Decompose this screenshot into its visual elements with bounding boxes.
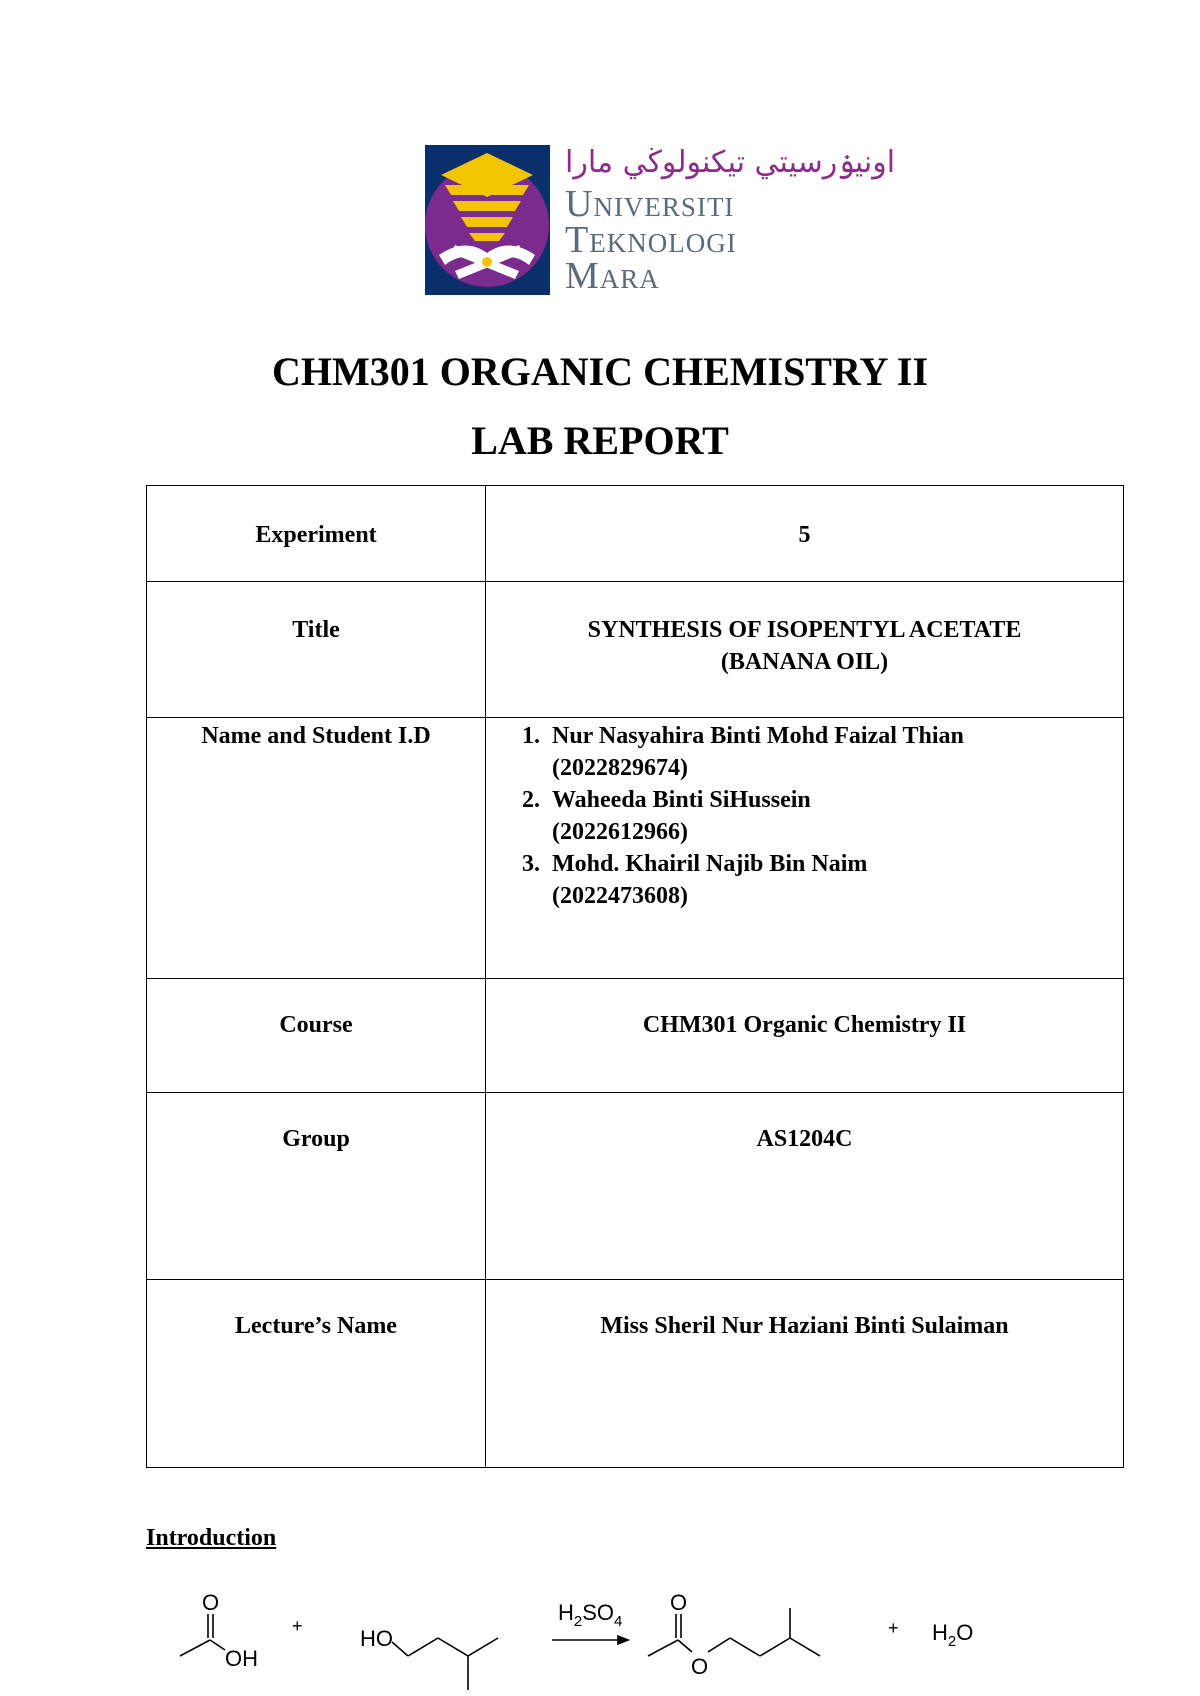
course-value: CHM301 Organic Chemistry II (642, 1012, 967, 1038)
uitm-emblem-icon (425, 145, 550, 295)
logo-line-teknologi: Teknologi (565, 219, 737, 261)
student-name: Waheeda Binti SiHussein (552, 787, 811, 813)
students-label-cell (147, 718, 486, 979)
title-label-cell (147, 582, 486, 718)
ester-ether-oxygen: O (691, 1654, 709, 1679)
group-value: AS1204C (756, 1126, 853, 1152)
title-label: Title (292, 617, 340, 643)
lecturer-value: Miss Sheril Nur Haziani Binti Sulaiman (600, 1313, 1009, 1339)
report-title: LAB REPORT (471, 418, 729, 463)
experiment-label: Experiment (255, 522, 377, 548)
reaction-arrow-icon (552, 1636, 628, 1644)
table-row (147, 1280, 1124, 1468)
report-info-table (146, 485, 1124, 1468)
acid-hydroxyl-label: OH (225, 1646, 258, 1671)
logo-line-mara: Mara (565, 255, 660, 297)
student-name: Mohd. Khairil Najib Bin Naim (552, 851, 868, 877)
logo-jawi-text: اونيۏرسيتي تيكنولوڬي مارا (565, 145, 896, 180)
acetic-acid-structure (180, 1614, 225, 1656)
table-row (147, 979, 1124, 1093)
catalyst-label: $H_2SO_4$ (558, 1600, 623, 1630)
water-label: $H_2O$ (932, 1620, 974, 1650)
lecturer-value-cell (486, 1280, 1124, 1468)
plus-sign: + (888, 1618, 899, 1638)
introduction-heading: Introduction (146, 1525, 277, 1551)
student-name: Nur Nasyahira Binti Mohd Faizal Thian (552, 723, 964, 749)
course-value-cell (486, 979, 1124, 1093)
acid-oxygen-label: O (202, 1590, 220, 1615)
list-item (546, 784, 1113, 848)
title-value-cell (486, 582, 1124, 718)
experiment-label-cell (147, 486, 486, 582)
students-label: Name and Student I.D (201, 723, 431, 749)
title-value-line1: SYNTHESIS OF ISOPENTYL ACETATE (587, 617, 1022, 643)
table-row (147, 486, 1124, 582)
student-id: (2022473608) (552, 883, 688, 909)
table-row (147, 718, 1124, 979)
ester-carbonyl-oxygen: O (670, 1590, 688, 1615)
course-label-cell (147, 979, 486, 1093)
table-row (147, 582, 1124, 718)
group-value-cell (486, 1093, 1124, 1280)
student-id: (2022612966) (552, 819, 688, 845)
experiment-value-cell (486, 486, 1124, 582)
course-title: CHM301 ORGANIC CHEMISTRY II (271, 349, 929, 394)
lecturer-label: Lecture’s Name (235, 1313, 397, 1339)
university-logo (425, 145, 896, 297)
logo-line-universiti: Universiti (565, 183, 735, 225)
title-value-line2: (BANANA OIL) (720, 649, 889, 675)
group-label: Group (282, 1126, 350, 1152)
student-list (496, 718, 1113, 912)
reaction-scheme (170, 1590, 1050, 1696)
table-row (147, 1093, 1124, 1280)
list-item (546, 848, 1113, 912)
alcohol-ho-label: HO (360, 1626, 393, 1651)
students-value-cell (486, 718, 1124, 979)
group-label-cell (147, 1093, 486, 1280)
experiment-value: 5 (798, 522, 811, 548)
course-label: Course (279, 1012, 353, 1038)
isopentyl-acetate-structure (648, 1608, 820, 1656)
uitm-wordmark (565, 145, 896, 297)
isopentyl-alcohol-structure (392, 1638, 498, 1690)
plus-sign: + (292, 1616, 303, 1636)
student-id: (2022829674) (552, 755, 688, 781)
lecturer-label-cell (147, 1280, 486, 1468)
list-item (546, 720, 1113, 784)
